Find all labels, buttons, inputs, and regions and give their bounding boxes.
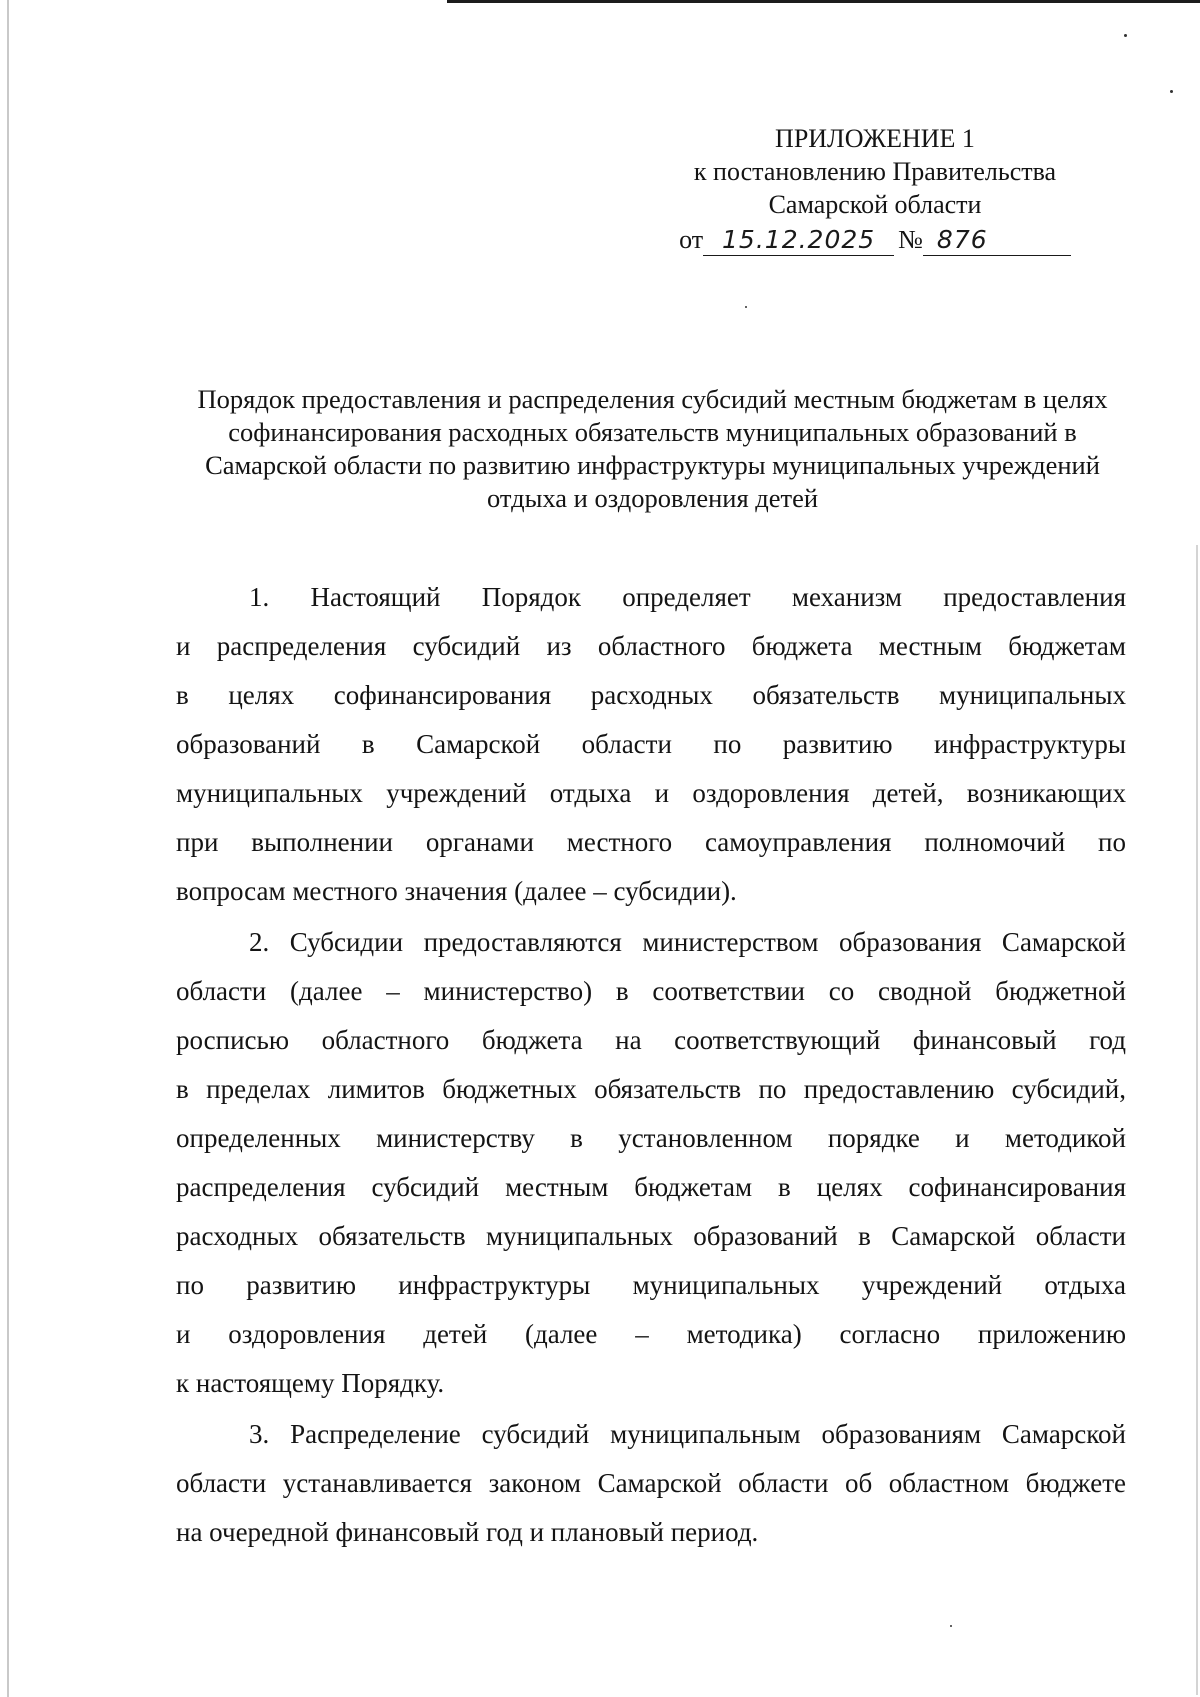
- paragraph-1: [176, 573, 1126, 916]
- paragraph-line: и распределения субсидий из областного бюджета местным бюджетам: [176, 631, 1126, 661]
- title-line: Порядок предоставления и распределения субсидий местным бюджетам в целях: [197, 384, 1108, 414]
- paragraph-line: определенных министерству в установленном порядке и методикой: [176, 1123, 1126, 1153]
- scan-speck: [1170, 90, 1173, 93]
- paragraph-line: по развитию инфраструктуры муниципальных учреждений отдыха: [176, 1270, 1126, 1300]
- paragraph-line: вопросам местного значения (далее – субсидии).: [176, 876, 737, 906]
- approval-resolution-line: к постановлению Правительства: [693, 157, 1057, 186]
- paragraph-line: муниципальных учреждений отдыха и оздоровления детей, возникающих: [176, 778, 1126, 808]
- scan-speck: [745, 306, 747, 308]
- scan-speck: [1124, 34, 1127, 37]
- paragraph-line: росписью областного бюджета на соответствующий финансовый год: [176, 1025, 1126, 1055]
- title-line: отдыха и оздоровления детей: [486, 483, 819, 513]
- paragraph-line: и оздоровления детей (далее – методика) согласно приложению: [176, 1319, 1126, 1349]
- paragraph-line: в целях софинансирования расходных обязательств муниципальных: [176, 680, 1126, 710]
- paragraph-line: области (далее – министерство) в соответствии со сводной бюджетной: [176, 976, 1126, 1006]
- approval-region-line: Самарской области: [768, 190, 982, 219]
- document-title: [180, 383, 1125, 515]
- paragraph-line: области устанавливается законом Самарской области об областном бюджете: [176, 1468, 1126, 1498]
- paragraph-line: в пределах лимитов бюджетных обязательств по предоставлению субсидий,: [176, 1074, 1126, 1104]
- handwritten-number: 876: [923, 225, 1071, 256]
- scan-edge-right: [1196, 545, 1198, 1695]
- scan-edge-left: [7, 0, 9, 1697]
- approval-heading: ПРИЛОЖЕНИЕ 1: [775, 124, 975, 153]
- scan-edge-top: [447, 0, 1200, 3]
- handwritten-date: 15.12.2025: [703, 225, 894, 256]
- title-line: Самарской области по развитию инфраструктуры муниципальных учреждений: [205, 450, 1100, 480]
- paragraph-line: 2. Субсидии предоставляются министерством образования Самарской: [249, 927, 1126, 957]
- paragraph-line: 1. Настоящий Порядок определяет механизм предоставления: [249, 582, 1126, 612]
- paragraph-line: при выполнении органами местного самоуправления полномочий по: [176, 827, 1126, 857]
- paragraph-3: [176, 1410, 1126, 1557]
- paragraph-2: [176, 918, 1126, 1408]
- paragraph-line: образований в Самарской области по развитию инфраструктуры: [176, 729, 1126, 759]
- title-line: софинансирования расходных обязательств муниципальных образований в: [228, 417, 1077, 447]
- paragraph-line: к настоящему Порядку.: [176, 1368, 445, 1398]
- approval-block: [640, 122, 1110, 256]
- number-prefix: №: [898, 225, 923, 254]
- paragraph-line: распределения субсидий местным бюджетам в целях софинансирования: [176, 1172, 1126, 1202]
- paragraph-line: 3. Распределение субсидий муниципальным образованиям Самарской: [249, 1419, 1126, 1449]
- paragraph-line: на очередной финансовый год и плановый период.: [176, 1517, 759, 1547]
- approval-date-number-row: [640, 223, 1110, 256]
- date-prefix: от: [679, 225, 704, 254]
- scan-speck: [950, 1625, 952, 1627]
- paragraph-line: расходных обязательств муниципальных образований в Самарской области: [176, 1221, 1126, 1251]
